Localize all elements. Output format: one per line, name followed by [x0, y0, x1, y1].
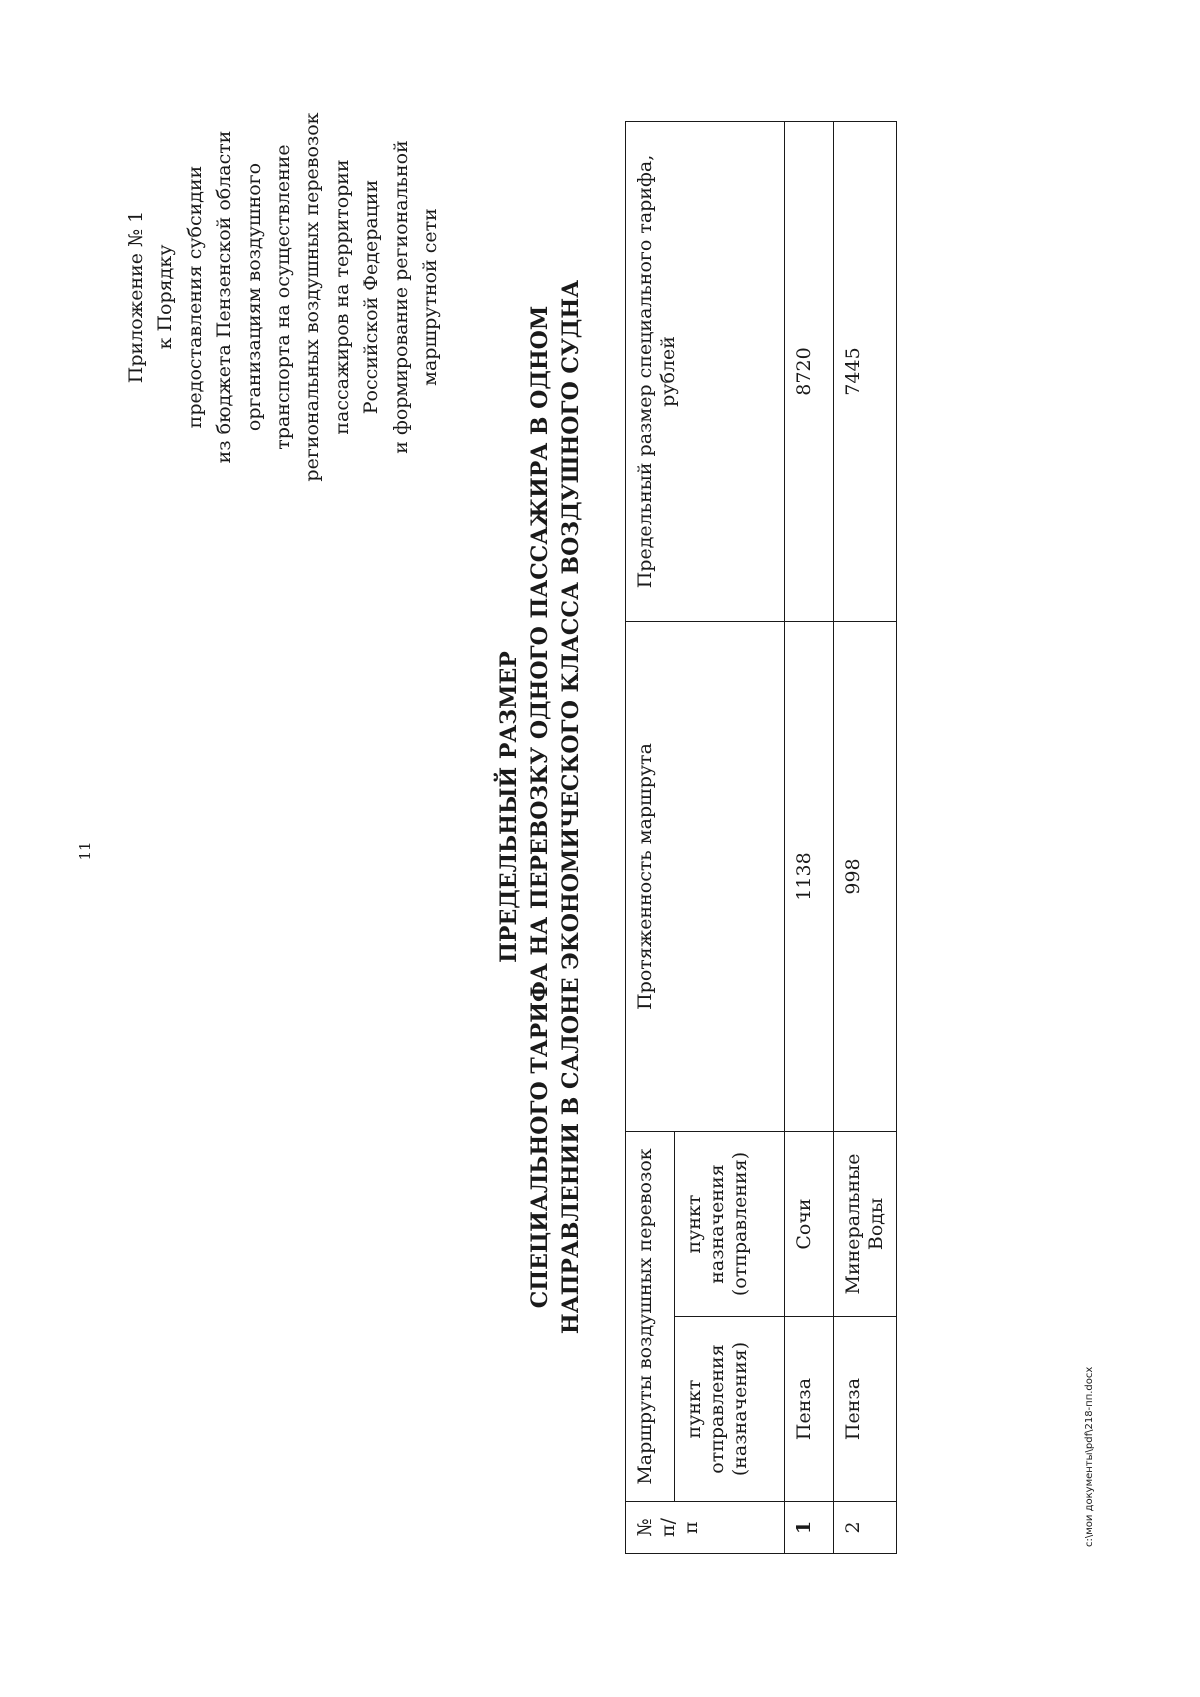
appendix-line: маршрутной сети: [419, 208, 442, 386]
header-length: Протяженность маршрута: [626, 622, 785, 1132]
appendix-line: региональных воздушных перевозок: [301, 112, 324, 482]
row-tariff: 8720: [785, 122, 834, 622]
appendix-block: [122, 77, 445, 517]
header-num: № п/п: [626, 1502, 785, 1554]
appendix-line: и формирование региональной: [389, 140, 412, 454]
row-destination: Сочи: [785, 1132, 834, 1317]
appendix-line: к Порядку: [154, 244, 177, 350]
row-destination: Минеральные Воды: [834, 1132, 897, 1317]
appendix-line: транспорта на осуществление: [272, 144, 295, 450]
page-number: 11: [76, 841, 94, 861]
appendix-line: пассажиров на территории: [330, 159, 353, 435]
table-row: [785, 122, 834, 1554]
appendix-line: Российской Федерации: [360, 179, 383, 415]
appendix-line: из бюджета Пензенской области: [213, 130, 236, 464]
row-origin: Пенза: [834, 1317, 897, 1502]
header-origin: пункт отправления (назначения): [675, 1317, 785, 1502]
tariff-table: [625, 121, 897, 1554]
appendix-line: Приложение № 1: [125, 210, 147, 384]
appendix-line: организациям воздушного: [242, 162, 265, 432]
row-length: 1138: [785, 622, 834, 1132]
row-tariff: 7445: [834, 122, 897, 622]
header-routes: Маршруты воздушных перевозок: [626, 1132, 675, 1502]
row-num: 2: [834, 1502, 897, 1554]
header-tariff: Предельный размер специального тарифа, рублей: [626, 122, 785, 622]
row-length: 998: [834, 622, 897, 1132]
title-line-2: СПЕЦИАЛЬНОГО ТАРИФА НА ПЕРЕВОЗКУ ОДНОГО ПАССАЖИРА В ОДНОМ: [527, 305, 553, 1309]
title-line-3: НАПРАВЛЕНИИ В САЛОНЕ ЭКОНОМИЧЕСКОГО КЛАССА ВОЗДУШНОГО СУДНА: [558, 279, 584, 1335]
appendix-line: предоставления субсидии: [183, 165, 206, 429]
title-line-1: ПРЕДЕЛЬНЫЙ РАЗМЕР: [496, 651, 522, 963]
row-num: 1: [785, 1502, 834, 1554]
document-title: [494, 247, 587, 1367]
table-row: [834, 122, 897, 1554]
row-origin: Пенза: [785, 1317, 834, 1502]
header-destination: пункт назначения (отправления): [675, 1132, 785, 1317]
table-header-row: [626, 122, 675, 1554]
footer-file-path: c:\мои документы\pdf\218-пп.docx: [1084, 1366, 1095, 1547]
